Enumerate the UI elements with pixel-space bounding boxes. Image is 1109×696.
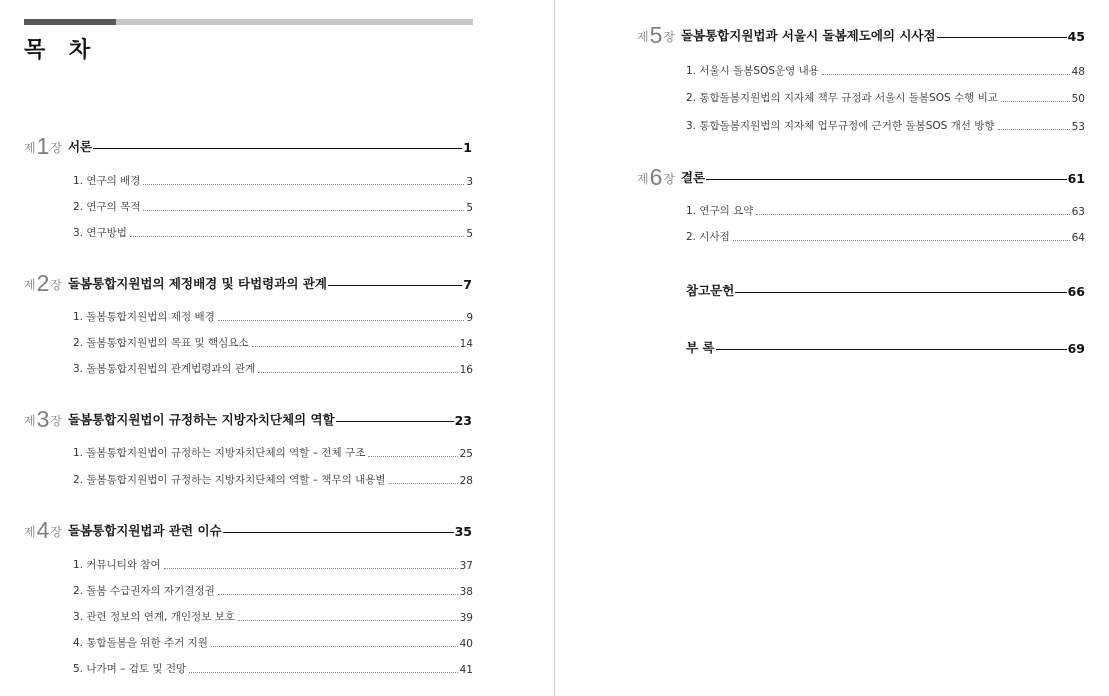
toc-entry[interactable]: 1. 연구의 요약 63: [686, 205, 1085, 218]
toc-entry[interactable]: 3. 통합돌봄지원법의 지자체 업무규정에 근거한 돌봄SOS 개선 방향 53: [686, 120, 1085, 133]
chapter-title: 돌봄통합지원법이 규정하는 지방자치단체의 역할: [67, 412, 335, 427]
chapter-page: 7: [463, 277, 472, 292]
toc-entry[interactable]: 2. 돌봄 수급권자의 자기결정권 38: [73, 585, 473, 598]
chapter-page: 1: [463, 140, 472, 155]
chapter-title: 돌봄통합지원법과 서울시 돌봄제도에의 시사점: [680, 28, 936, 43]
appendix-entry[interactable]: 부 록 69: [686, 340, 1085, 356]
header-bar: [24, 19, 473, 25]
left-page: [0, 0, 554, 696]
toc-entry[interactable]: 2. 연구의 목적 5: [73, 201, 473, 214]
page-divider: [554, 0, 555, 696]
chapter-4-heading[interactable]: 제 4 장 돌봄통합지원법과 관련 이슈 35: [24, 517, 472, 543]
chapter-title: 돌봄통합지원법과 관련 이슈: [67, 523, 222, 538]
toc-entry[interactable]: 2. 돌봄통합지원법의 목표 및 핵심요소 14: [73, 337, 473, 350]
chapter-title: 서론: [67, 139, 93, 154]
chapter-6-heading[interactable]: 제 6 장 결론 61: [637, 164, 1085, 190]
toc-entry[interactable]: 3. 돌봄통합지원법의 관계법령과의 관계 16: [73, 363, 473, 376]
toc-entry[interactable]: 3. 연구방법 5: [73, 227, 473, 240]
chapter-page: 23: [454, 413, 472, 428]
toc-entry[interactable]: 1. 커뮤니티와 참여 37: [73, 559, 473, 572]
chapter-5-heading[interactable]: 제 5 장 돌봄통합지원법과 서울시 돌봄제도에의 시사점 45: [637, 22, 1085, 48]
chapter-page: 35: [454, 524, 472, 539]
toc-entry[interactable]: 5. 나가며 – 검토 및 전망 41: [73, 663, 473, 676]
chapter-title: 결론: [680, 170, 706, 185]
toc-entry[interactable]: 2. 통합돌봄지원법의 지자체 책무 규정과 서울시 돌봄SOS 수행 비교 50: [686, 92, 1085, 105]
chapter-page: 45: [1067, 29, 1085, 44]
toc-entry[interactable]: 4. 통합돌봄을 위한 주거 지원 40: [73, 637, 473, 650]
toc-entry[interactable]: 2. 시사점 64: [686, 231, 1085, 244]
right-page: [556, 0, 1109, 696]
chapter-3-heading[interactable]: 제 3 장 돌봄통합지원법이 규정하는 지방자치단체의 역할 23: [24, 406, 472, 432]
toc-entry[interactable]: 1. 연구의 배경 3: [73, 175, 473, 188]
references-entry[interactable]: 참고문헌 66: [686, 283, 1085, 299]
toc-entry[interactable]: 2. 돌봄통합지원법이 규정하는 지방자치단체의 역할 – 책무의 내용별 28: [73, 474, 473, 487]
toc-title: 목 차: [24, 38, 99, 63]
chapter-page: 61: [1067, 171, 1085, 186]
chapter-2-heading[interactable]: 제 2 장 돌봄통합지원법의 제정배경 및 타법령과의 관계 7: [24, 270, 472, 296]
toc-entry[interactable]: 3. 관련 정보의 연계, 개인정보 보호 39: [73, 611, 473, 624]
toc-entry[interactable]: 1. 돌봄통합지원법의 제정 배경 9: [73, 311, 473, 324]
chapter-title: 돌봄통합지원법의 제정배경 및 타법령과의 관계: [67, 276, 327, 291]
chapter-1-heading[interactable]: 제 1 장 서론 1: [24, 133, 472, 159]
toc-entry[interactable]: 1. 서울시 돌봄SOS운영 내용 48: [686, 65, 1085, 78]
toc-entry[interactable]: 1. 돌봄통합지원법이 규정하는 지방자치단체의 역할 – 전체 구조 25: [73, 447, 473, 460]
